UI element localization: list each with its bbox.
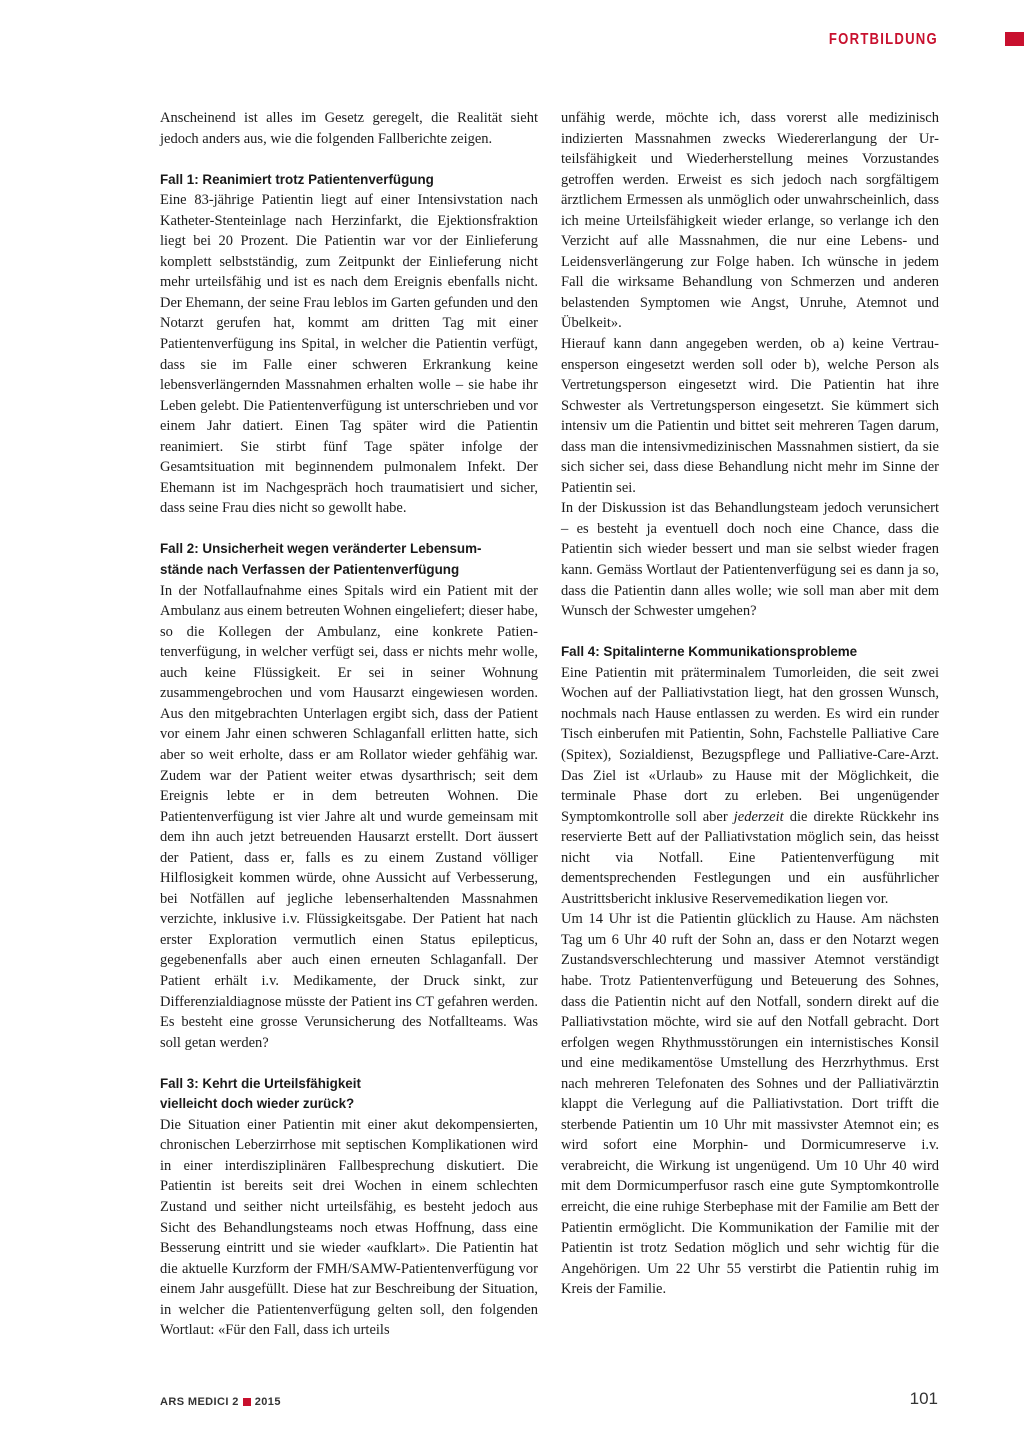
case4-p1-part-b: die direkte Rückkehr ins reservierte Bett auf der Palliativstation möglich sein, das heisst nicht via Notfall. Eine Patientenverfügung mit dementsprechenden Festlegungen und ein ausführlicher Austrittsbericht inklusive Reservemedikation liegen vor. [561, 808, 940, 907]
case3-heading-line1: Fall 3: Kehrt die Urteilsfähigkeit [160, 1075, 361, 1091]
journal-name: ARS MEDICI 2 [160, 1396, 239, 1408]
right-column [561, 108, 939, 1300]
footer-journal [160, 1396, 281, 1408]
case3-paragraph-3: In der Diskussion ist das Behandlungsteam jedoch verunsichert – es besteht ja eventuell doch noch eine Chance, dass die Patientin sich wieder bessert und man sie selbst wieder fragen kann. Gemäss Wortlaut der Patientenverfügung sei es dann ja so, dass die Patientin dann alles wolle; wie soll man aber mit dem Wunsch der Schwester umgehen? [561, 500, 939, 620]
case4-emphasis: jederzeit [733, 808, 784, 825]
case4-p1-part-a: Eine Patientin mit präterminalem Tumorleiden, die seit zwei Wochen auf der Palliativstation liegt, hat den grossen Wunsch, nochmals nach Hause entlassen zu werden. Es wird ein runder Tisch einberufen mit Patientin, Sohn, Fachstelle Palliative Care (Spitex), Sozialdienst, Bezugspflege und Palliative-Care-Arzt. Das Ziel ist «Urlaub» zu Hause mit der Möglichkeit, die terminale Phase dort zu erleben. Bei ungenügender Symptomkontrolle soll aber [561, 664, 939, 825]
case4-paragraph-1 [561, 663, 939, 910]
case2-text: In der Notfallaufnahme eines Spitals wird ein Patient mit der Ambulanz aus einem betreuten Wohnen eingeliefert; dieser habe, so die Kollegen der Ambulanz, eine konkrete Patientenverfügung, in welcher verfügt sei, dass er nichts mehr wolle, auch keine Flüssigkeit. Er sei in seiner Wohnung zusammengebrochen und vom Hausarzt eingewiesen worden. Aus den mitgebrachten Unterlagen ergibt sich, dass der Patient vor einem Jahr einen schweren Schlaganfall erlitten hatte, sich aber so weit erholte, dass er am Rollator wieder gehfähig war. Zudem war der Patient weiter etwas dysarthrisch; seit dem Ereignis lebte er in dem betreuten Wohnen. Die Patientenverfügung ist vier Jahre alt und wurde gemeinsam mit dem ihn auch jetzt betreuenden Hausarzt erstellt. Dort äussert der Patient, dass er, falls es zu einem Zustand völliger Hilflosigkeit kommen würde, ohne Aussicht auf Verbesserung, bei Notfällen auf jegliche lebenserhaltenden Massnahmen verzichte, inklusive i.v. Flüssigkeitsgabe. Der Patient hat nach erster Exploration vermutlich einen Status epilepticus, gegebenenfalls aber auch einen erneuten Schlaganfall. Der Patient erhält i.v. Medikamente, der Druck sinkt, zur Differenzialdiagnose müsste der Patient ins CT gefahren werden. Es besteht eine grosse Verunsicherung des Notfallteams. Was soll getan werden? [160, 582, 538, 1051]
page-number: 101 [909, 1389, 938, 1408]
case2-heading-line2: stände nach Verfassen der Patientenverfügung [160, 562, 460, 578]
left-column [160, 108, 538, 1341]
section-marker [1005, 32, 1024, 46]
case3-text: Die Situation einer Patientin mit einer akut dekompensierten, chronischen Leberzirrhose mit septischen Komplikationen wird in einer interdisziplinären Fallbesprechung diskutiert. Die Patientin ist bereits seit drei Wochen in einem schlechten Zustand und seither nicht urteilsfähig, es besteht jedoch aus Sicht des Behandlungsteams noch etwas Hoffnung, dass eine Besserung eintritt und sie wieder «aufklart». Die Patientin hat die aktuelle Kurzform der FMH/SAMW-Patientenverfügung vor einem Jahr ausgefüllt. Diese hat zur Beschreibung der Situation, in welcher die Patientenverfügung gelten soll, den folgenden Wortlaut: «Für den Fall, dass ich urteils [160, 1116, 538, 1339]
intro-paragraph: Anscheinend ist alles im Gesetz geregelt, die Realität sieht jedoch anders aus, wie die folgenden Fallberichte zeigen. [160, 110, 538, 147]
case4-heading: Fall 4: Spitalinterne Kommunikationsprobleme [561, 644, 858, 660]
case3-paragraph-2: Hierauf kann dann angegeben werden, ob a) keine Vertrauensperson eingesetzt werden soll oder b), welche Person als Vertretungsperson eingesetzt wird. Die Patientin hat ihre Schwester als Vertretungsperson eingesetzt. Sie kümmert sich intensiv um die Patientin und bittet seit mehreren Tagen darum, dass man die intensivmedizinischen Massnahmen sistiert, da sie sich sicher sei, dass diese Behandlung nicht mehr im Sinne der Patientin sei. [561, 336, 939, 496]
case3-continued: unfähig werde, möchte ich, dass vorerst alle medizinisch indizierten Massnahmen zwecks Wiedererlangung der Urteilsfähigkeit und Wiederherstellung meines Vorzustandes getroffen werden. Erweist es sich jedoch nach sorgfältigem ärztlichem Ermessen als unmöglich oder unwahrscheinlich, dass ich meine Urteilsfähigkeit wieder erlange, so verlange ich den Verzicht auf alle Massnahmen, die nur eine Lebens- und Leidensverlängerung zur Folge haben. Ich wünsche in jedem Fall die wirksame Behandlung von Schmerzen und anderen belastenden Symptomen wie Angst, Unruhe, Atemnot und Übelkeit». [561, 110, 939, 332]
case1-heading: Fall 1: Reanimiert trotz Patientenverfügung [160, 171, 434, 187]
section-label: FORTBILDUNG [828, 31, 938, 48]
case3-heading-line2: vielleicht doch wieder zurück? [160, 1096, 355, 1112]
journal-year: 2015 [254, 1396, 281, 1408]
case4-paragraph-2: Um 14 Uhr ist die Patientin glücklich zu Hause. Am nächsten Tag um 6 Uhr 40 ruft der Sohn an, dass er den Notarzt wegen Zustandsverschlechterung und massiver Atemnot verständigt habe. Trotz Patientenverfügung und Beteuerung des Sohnes, dass die Patientin nicht auf den Notfall, sondern direkt auf die Palliativstation möchte, wird sie auf den Notfall gebracht. Dort erfolgen wegen Rhythmusstörungen ein internistisches Konsil und eine medikamentöse Umstellung des Herzrhythmus. Erst nach mehreren Telefonaten des Sohnes und der Palliativärztin klappt die Verlegung auf die Palliativstation. Dort trifft die sterbende Patientin um 10 Uhr mit massivster Atemnot ein; es wird sofort eine Morphin- und Dormicumreserve i.v. verabreicht, die Wirkung ist ungenügend. Um 10 Uhr 40 wird mit dem Dormicumperfusor rasch eine gute Symptomkontrolle erreicht, die eine ruhige Sterbephase mit der Familie am Bett der Patientin ermöglicht. Die Kommunikation der Familie mit der Patientin ist trotz Sedation möglich und sehr wichtig für die Angehörigen. Um 22 Uhr 55 verstirbt die Patientin ruhig im Kreis der Familie. [561, 911, 939, 1298]
case2-heading-line1: Fall 2: Unsicherheit wegen veränderter Lebensum- [160, 541, 482, 557]
case1-text: Eine 83-jährige Patientin liegt auf einer Intensivstation nach Katheter-Stenteinlage nach Herzinfarkt, die Ejektionsfraktion liegt bei 20 Prozent. Die Patientin war vor der Einlieferung komplett selbstständig, zum Zeitpunkt der Einlieferung nicht mehr urteilsfähig und ist es nach dem Ereignis ebenfalls nicht. Der Ehemann, der seine Frau leblos im Garten gefunden und den Notarzt gerufen hat, kommt am dritten Tag mit einer Patientenverfügung ins Spital, in welcher die Patientin verfügt, dass sie im Falle einer schweren Erkrankung keine lebensverlängernden Massnahmen erhalten wolle – sie habe ihr Leben gelebt. Die Patientenverfügung ist unterschrieben und vor einem Jahr datiert. Einen Tag später wird die Patientin reanimiert. Sie stirbt fünf Tage später infolge der Gesamtsituation mit beginnendem pulmonalem Infekt. Der Ehemann ist im Nachgespräch hoch traumatisiert und sicher, dass seine Frau dies nicht so gewollt habe. [160, 192, 538, 517]
footer-marker [243, 1398, 251, 1406]
